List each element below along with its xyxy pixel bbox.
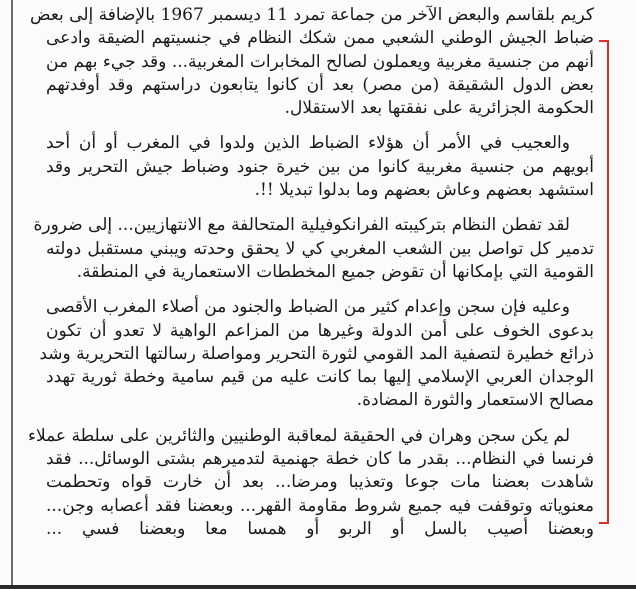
text-line: ذرائع خطيرة لتصفية المد القومي لثورة التحرير ومواصلة رسالتها التحريرية وشد xyxy=(39,343,594,364)
text-line: وبعضنا أصيب بالسل أو الربو أو همسا معا وبعضنا فسي ... xyxy=(46,518,594,539)
text-line: الوجدان العربي الإسلامي إليها بما كانت عليه من قيم سامية وخطة ثورية تهدد xyxy=(46,367,594,388)
text-line: بدعوى الخوف على أمن الدولة وغيرها من المزاعم الواهية لا تعدو أن تكون xyxy=(46,320,594,341)
text-line: تدمير كل تواصل بين الشعب المغربي كي لا يحقق وحدته ويبني مستقبل دولته xyxy=(46,238,594,259)
bottom-edge xyxy=(0,585,636,589)
text-line: ضباط الجيش الوطني الشعبي ممن شكك النظام في جنسيتهم الضيقة وادعى xyxy=(46,28,594,49)
text-line: بعض الدول الشقيقة (من مصر) بعد أن كانوا يتابعون دراستهم وقد أوفدتهم xyxy=(46,74,594,95)
text-line: كريم بلقاسم والبعض الآخر من جماعة تمرد 11 ديسمبر 1967 بالإضافة إلى بعض xyxy=(30,5,594,25)
red-margin-bracket xyxy=(599,40,609,524)
text-line: فرنسا في النظام... بقدر ما كان خطة جهنمية لتدميرهم بشتى الوسائل... فقد xyxy=(46,449,594,470)
text-line: شاهدت بعضنا مات جوعا وتعذيبا ومرضا... بعد أن خارت قواه وتحطمت xyxy=(46,472,594,493)
text-line: وعليه فإن سجن وإعدام كثير من الضباط والجنود من أصلاء المغرب الأقصى xyxy=(45,297,570,318)
text-line: معنوياته وتوقفت فيه جميع شروط مقاومة القهر... وبعضنا فقد أعصابه وجن... xyxy=(46,495,594,516)
text-line: والعجيب في الأمر أن هؤلاء الضباط الذين ولدوا في المغرب أو أن أحد xyxy=(46,133,570,154)
text-line: لقد تفطن النظام بتركيبته الفرانكوفيلية المتحالفة مع الانتهازيين... إلى ضرورة xyxy=(33,215,570,236)
text-line: الحكومة الجزائرية على نفقتها بعد الاستقلال. xyxy=(284,98,594,119)
text-line: القومية التي بإمكانها أن تقوض جميع المخططات الاستعمارية في المنطقة. xyxy=(76,261,594,282)
text-line: لم يكن سجن وهران في الحقيقة لمعاقبة الوطنيين والثائرين على سلطة عملاء xyxy=(27,425,570,446)
text-line: أنهم من جنسية مغربية ويعملون لصالح المخابرات المغربية... وقد جيء بهم من xyxy=(46,51,594,72)
text-line: أبويهم من جنسية مغربية كانوا من بين خيرة جنود وضباط جيش التحرير وقد xyxy=(46,156,594,177)
binding-edge xyxy=(11,0,13,589)
text-line: استشهد بعضهم وعاش بعضهم وما بدلوا تبديلا !!. xyxy=(254,180,594,201)
text-line: مصالح الاستعمار والثورة المضادة. xyxy=(356,390,594,411)
arabic-text-body xyxy=(27,4,594,541)
